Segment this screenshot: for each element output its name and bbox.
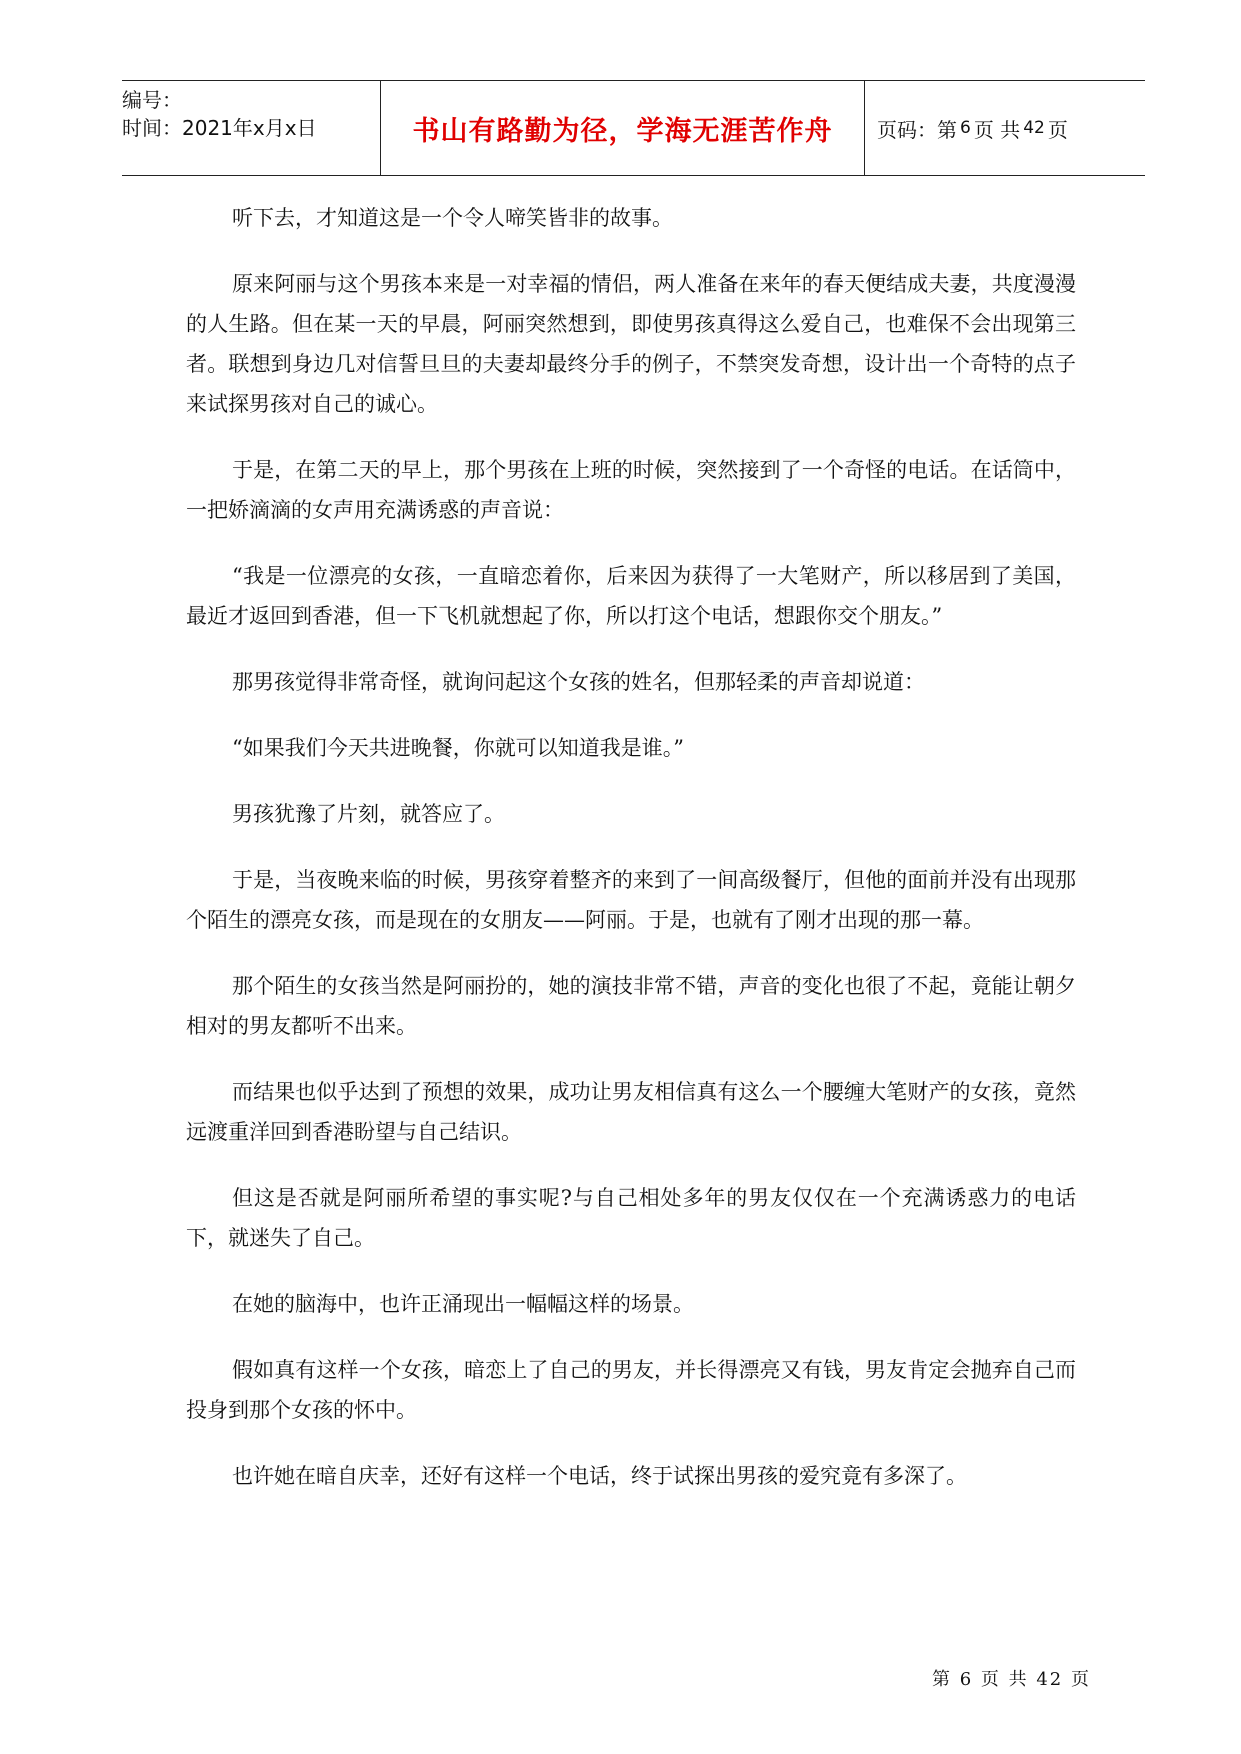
paragraph: 听下去，才知道这是一个令人啼笑皆非的故事。 — [232, 206, 673, 230]
page-mid: 页 共 — [973, 117, 1021, 142]
time-value: 2021年x月x日 — [182, 116, 317, 140]
paragraph: 在她的脑海中，也许正涌现出一幅幅这样的场景。 — [232, 1292, 694, 1316]
header-page-info — [865, 81, 1145, 175]
page-total: 42 — [1023, 118, 1045, 138]
paragraph: 假如真有这样一个女孩，暗恋上了自己的男友，并长得漂亮又有钱，男友肯定会抛弃自己而投身到那个女孩的怀中。 — [186, 1358, 1076, 1422]
time-line — [122, 114, 380, 142]
page-label: 页码：第 — [877, 117, 957, 142]
header-meta — [122, 81, 381, 175]
paragraph: “如果我们今天共进晚餐，你就可以知道我是谁。” — [232, 736, 684, 760]
paragraph: 也许她在暗自庆幸，还好有这样一个电话，终于试探出男孩的爱究竟有多深了。 — [232, 1464, 967, 1488]
page-header — [122, 80, 1145, 176]
paragraph: 那男孩觉得非常奇怪，就询问起这个女孩的姓名，但那轻柔的声音却说道： — [232, 670, 925, 694]
header-motto: 书山有路勤为径，学海无涯苦作舟 — [381, 81, 865, 175]
page-footer: 第 6 页 共 42 页 — [932, 1669, 1091, 1690]
paragraph: “我是一位漂亮的女孩，一直暗恋着你，后来因为获得了一大笔财产，所以移居到了美国，最近才返回到香港，但一下飞机就想起了你，所以打这个电话，想跟你交个朋友。” — [186, 564, 1076, 628]
paragraph: 原来阿丽与这个男孩本来是一对幸福的情侣，两人准备在来年的春天便结成夫妻，共度漫漫的人生路。但在某一天的早晨，阿丽突然想到，即使男孩真得这么爱自己，也难保不会出现第三者。联想到身边几对信誓旦旦的夫妻却最终分手的例子，不禁突发奇想，设计出一个奇特的点子来试探男孩对自己的诚心。 — [186, 272, 1076, 416]
paragraph: 于是，当夜晚来临的时候，男孩穿着整齐的来到了一间高级餐厅，但他的面前并没有出现那个陌生的漂亮女孩，而是现在的女朋友——阿丽。于是，也就有了刚才出现的那一幕。 — [186, 868, 1076, 932]
page-current: 6 — [960, 118, 971, 138]
page-end: 页 — [1047, 117, 1068, 142]
time-label: 时间： — [122, 116, 182, 140]
paragraph: 男孩犹豫了片刻，就答应了。 — [232, 802, 505, 826]
paragraph: 那个陌生的女孩当然是阿丽扮的，她的演技非常不错，声音的变化也很了不起，竟能让朝夕相对的男友都听不出来。 — [186, 974, 1076, 1038]
paragraph: 于是，在第二天的早上，那个男孩在上班的时候，突然接到了一个奇怪的电话。在话筒中，一把娇滴滴的女声用充满诱惑的声音说： — [186, 458, 1076, 522]
paragraph: 而结果也似乎达到了预想的效果，成功让男友相信真有这么一个腰缠大笔财产的女孩，竟然远渡重洋回到香港盼望与自己结识。 — [186, 1080, 1076, 1144]
paragraph: 但这是否就是阿丽所希望的事实呢?与自己相处多年的男友仅仅在一个充满诱惑力的电话下，就迷失了自己。 — [186, 1186, 1076, 1250]
document-body — [186, 198, 1076, 1522]
serial-label: 编号： — [122, 88, 182, 112]
